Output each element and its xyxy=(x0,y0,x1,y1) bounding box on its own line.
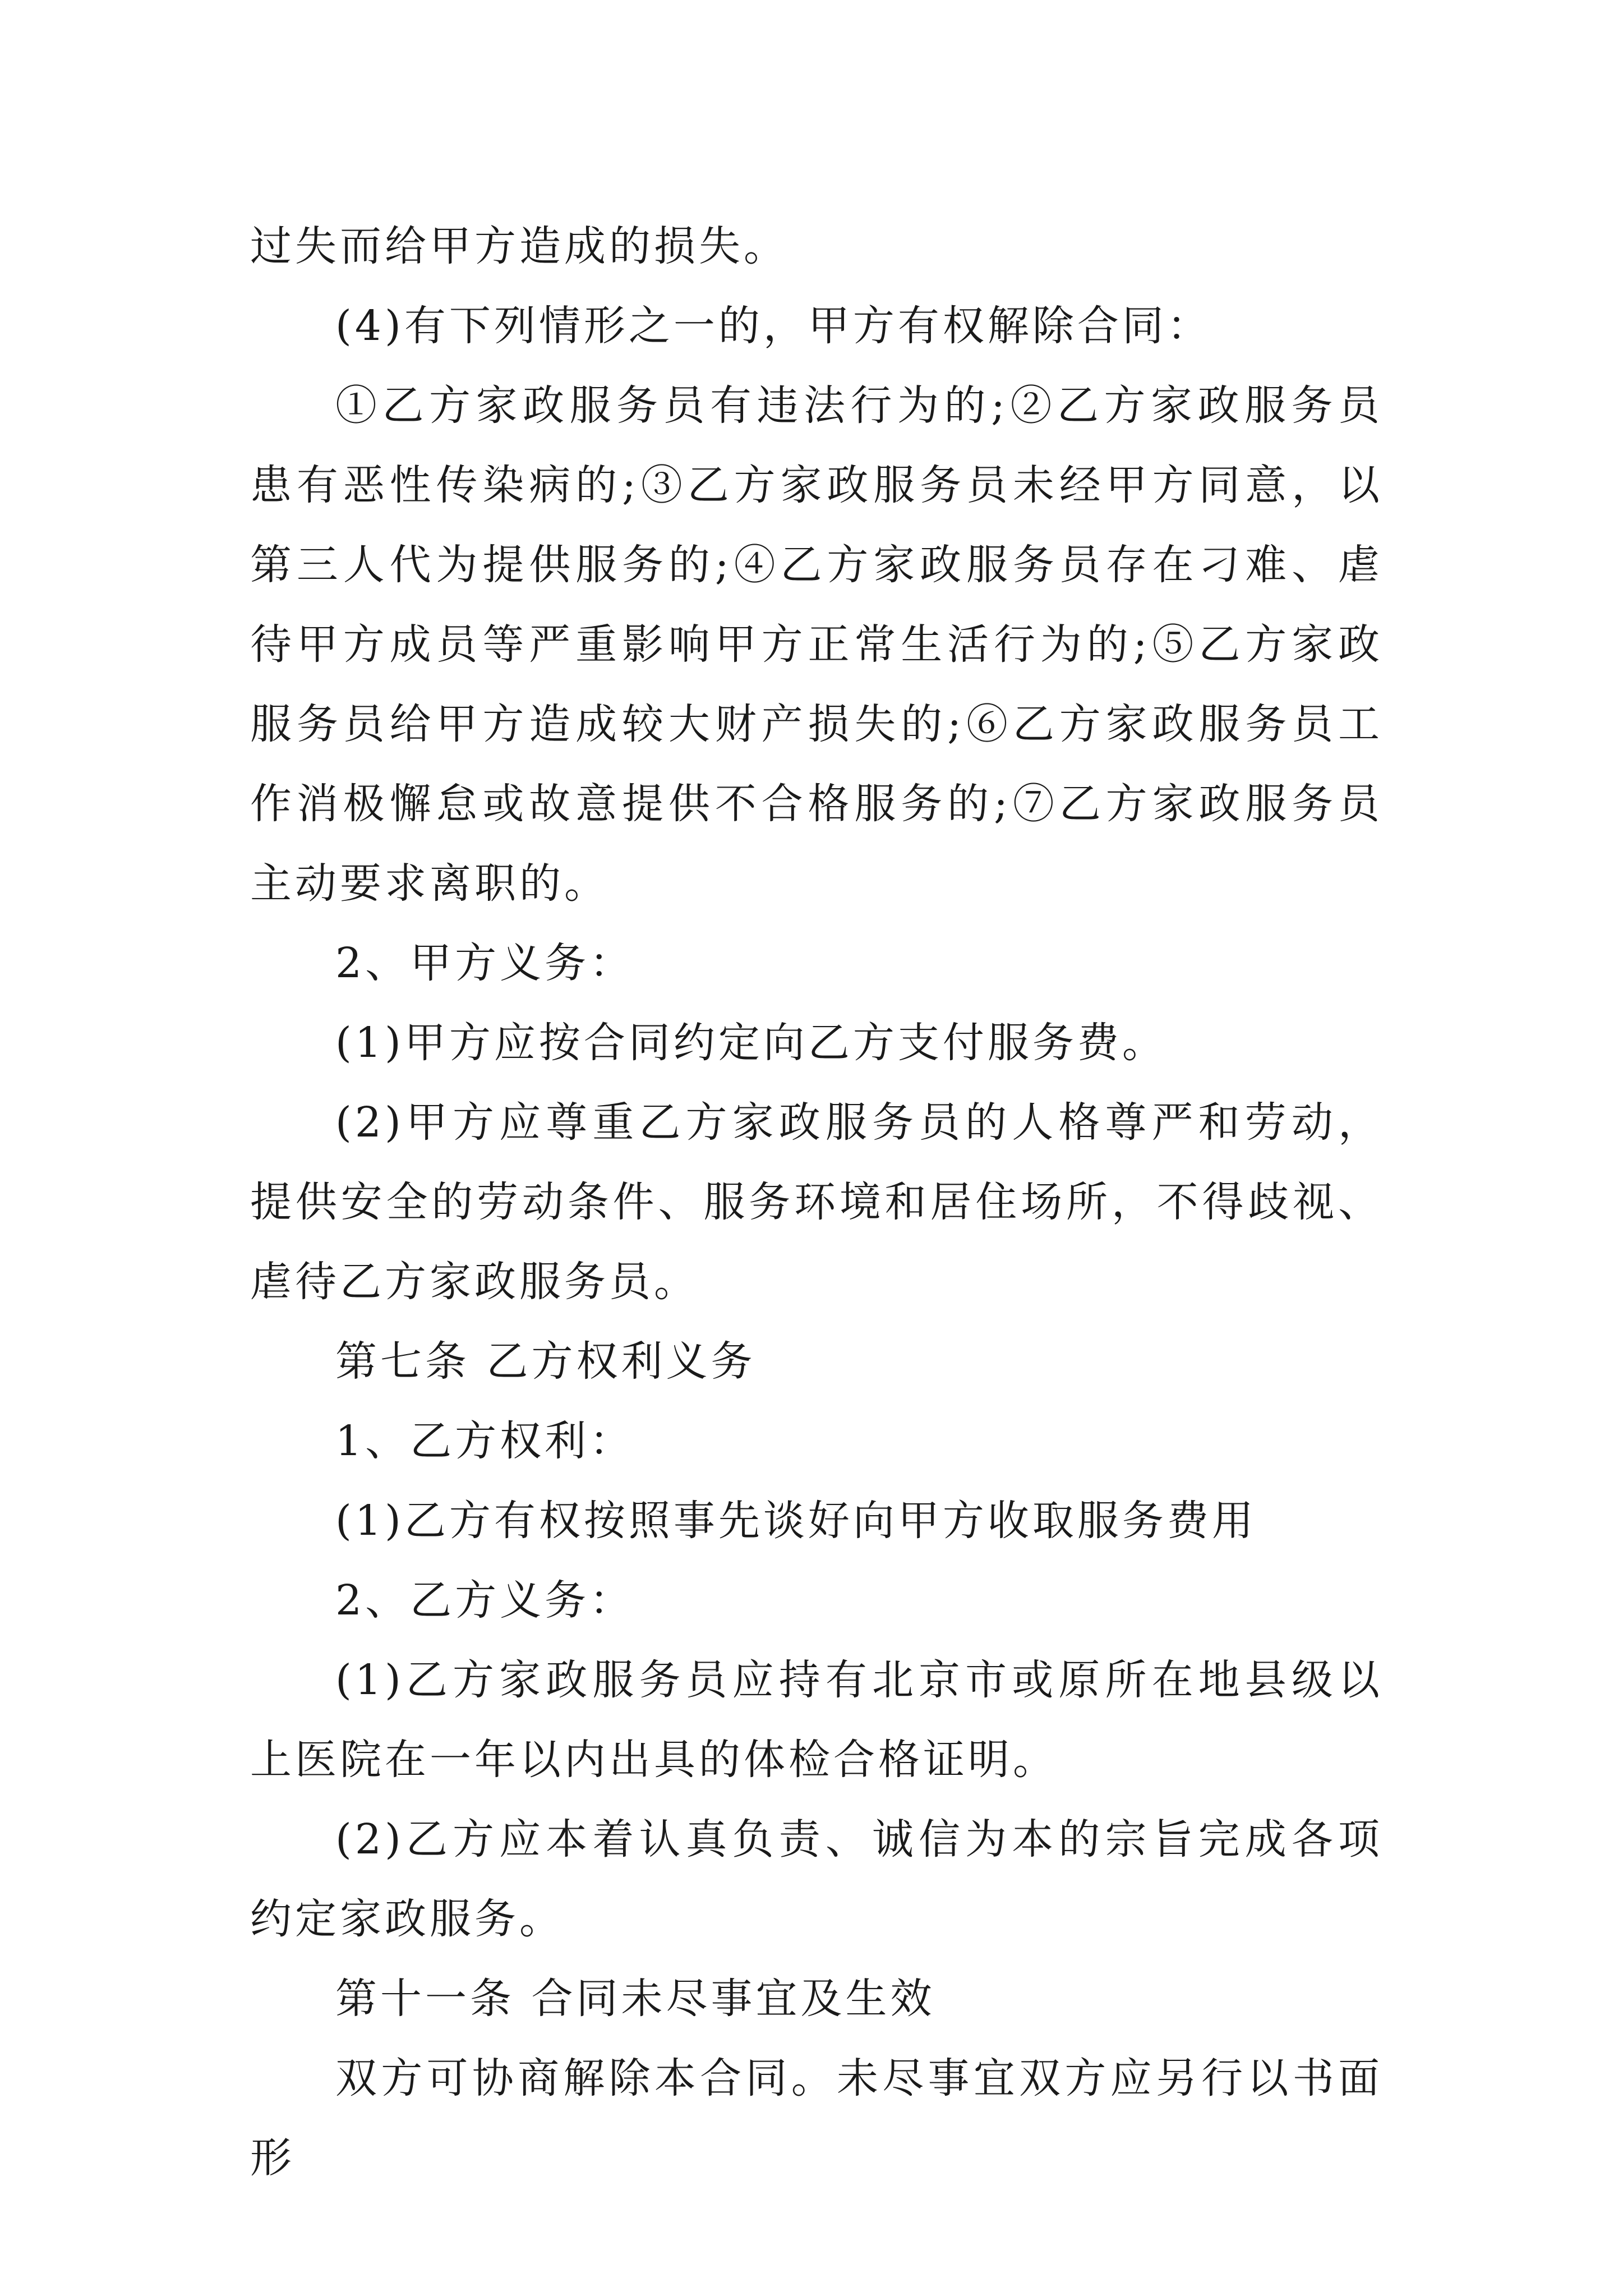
document-body xyxy=(250,206,1383,2198)
heading-party-a-obligations: 2、甲方义务： xyxy=(335,939,635,987)
article-11-title: 第十一条 合同未尽事宜及生效 xyxy=(335,1975,935,2023)
article-7-title: 第七条 乙方权利义务 xyxy=(335,1337,756,1386)
heading-party-b-rights: 1、乙方权利： xyxy=(335,1417,635,1465)
paragraph-termination-list: ①乙方家政服务员有违法行为的;②乙方家政服务员患有恶性传染病的;③乙方家政服务员未经甲方同意，以第三人代为提供服务的;④乙方家政服务员存在刁难、虐待甲方成员等严重影响甲方正常生活行为的;⑤乙方家政服务员给甲方造成较大财产损失的;⑥乙方家政服务员工作消极懈怠或故意提供不合格服务的;⑦乙方家政服务员主动要求离职的。 xyxy=(250,381,1383,908)
paragraph-party-a-obligation-1: (1)甲方应按合同约定向乙方支付服务费。 xyxy=(335,1019,1167,1067)
paragraph-loss-continuation: 过失而给甲方造成的损失。 xyxy=(250,222,789,270)
paragraph-party-b-obligation-1: (1)乙方家政服务员应持有北京市或原所在地县级以上医院在一年以内出具的体检合格证明。 xyxy=(250,1656,1383,1784)
heading-party-b-obligations: 2、乙方义务： xyxy=(335,1576,635,1625)
paragraph-party-b-right-1: (1)乙方有权按照事先谈好向甲方收取服务费用 xyxy=(335,1497,1257,1545)
paragraph-party-b-obligation-2: (2)乙方应本着认真负责、诚信为本的宗旨完成各项约定家政服务。 xyxy=(250,1815,1383,1943)
paragraph-termination-conditions: (4)有下列情形之一的，甲方有权解除合同： xyxy=(335,302,1212,350)
paragraph-party-a-obligation-2: (2)甲方应尊重乙方家政服务员的人格尊严和劳动，提供安全的劳动条件、服务环境和居住场所，不得歧视、虐待乙方家政服务员。 xyxy=(250,1098,1383,1306)
paragraph-mutual-termination: 双方可协商解除本合同。未尽事宜双方应另行以书面形 xyxy=(250,2054,1383,2182)
